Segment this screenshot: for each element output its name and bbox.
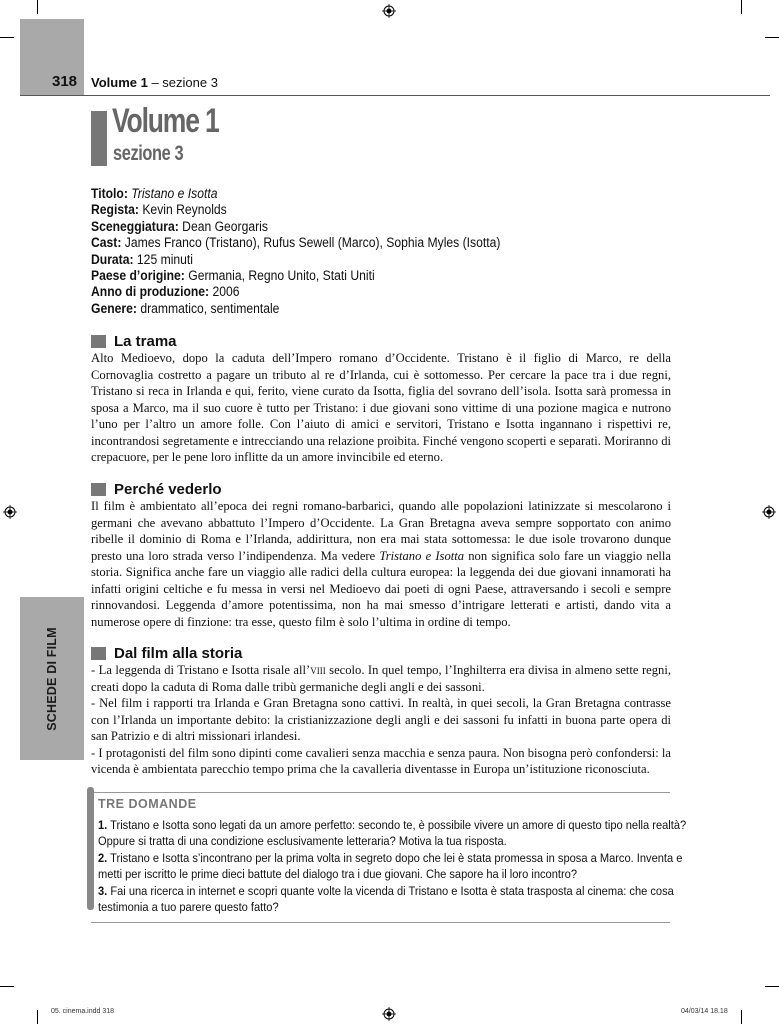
info-value: 125 minuti xyxy=(136,251,193,267)
crop-mark xyxy=(741,0,742,14)
list-item xyxy=(91,662,671,695)
square-bullet-icon xyxy=(91,483,106,496)
title-bar xyxy=(91,111,107,166)
text-span: non significa solo fare un viaggio nella storia. Significa anche fare un viaggio alle radici della cultura europea: la leggenda dei due giovani innamorati ha infatti origini celtiche e fu messa in versi nel Medioevo dai poeti di ogni Paese, attraversando i secoli e sempre rinnovandosi. Leggenda d’amore potentissima, non ha mai smesso d’intrigare letterati e artisti, dando vita a numerose opere di finzione: tra esse, questo film è solo l’ultima in ordine di tempo. xyxy=(91,548,672,629)
question-text: Oppure si tratta di una condizione esclusivamente letteraria? Motiva la tua risposta. xyxy=(98,834,507,849)
registration-mark-icon xyxy=(3,505,17,519)
film-info-row xyxy=(91,202,500,218)
question-text: Tristano e Isotta sono legati da un amore perfetto: secondo te, è possibile vivere un amore di questo tipo nella realtà? xyxy=(107,818,687,832)
info-value: James Franco (Tristano), Rufus Sewell (Marco), Sophia Myles (Isotta) xyxy=(124,235,501,251)
crop-mark xyxy=(765,986,779,987)
section-heading-text: Dal film alla storia xyxy=(114,645,243,662)
crop-mark xyxy=(37,0,38,14)
side-tab-label: SCHEDE DI FILM xyxy=(45,626,59,731)
question-line xyxy=(98,899,620,915)
info-value: Dean Georgaris xyxy=(182,218,268,234)
questions-bottom-rule xyxy=(91,922,670,923)
question-text: testimonia a tuo parere questo fatto? xyxy=(98,900,279,915)
film-info-row xyxy=(91,268,500,284)
info-key: Cast: xyxy=(91,235,122,251)
page-subtitle: sezione 3 xyxy=(113,142,184,165)
registration-mark-icon xyxy=(762,505,776,519)
footer-file-slug: 05. cinema.indd 318 xyxy=(51,1008,115,1015)
list-item: - Nel film i rapporti tra Irlanda e Gran Bretagna sono cattivi. In realtà, in quei secoli, la Gran Bretagna contrasse con l’Irlanda un importante debito: la cristianizzazione degli angli e dei sassoni fu infatti in buona parte opera di san Patrizio e di altri missionari irlandesi. xyxy=(91,696,671,743)
list-item: - I protagonisti del film sono dipinti come cavalieri senza macchia e senza paura. Non bisogna però confondersi: la vicenda è ambientata parecchio tempo prima che la cavalleria diventasse in Europa un’istituzione riconosciuta. xyxy=(91,745,671,776)
question-number: 2. xyxy=(98,850,108,865)
question-line xyxy=(98,817,687,833)
text-span: secolo. In quel tempo, l’Inghilterra era divisa in almeno sette regni, creati dopo la caduta di Roma dalle tribù germaniche degli angli e dei sassoni. xyxy=(91,663,671,694)
film-info-row xyxy=(91,252,500,268)
questions-side-bar xyxy=(87,787,94,910)
running-head-section: – sezione 3 xyxy=(147,75,218,90)
film-info-row xyxy=(91,219,500,235)
questions-body xyxy=(98,817,687,915)
page-title: Volume 1 xyxy=(112,102,219,140)
question-line xyxy=(98,883,674,899)
trama-text xyxy=(91,350,671,466)
registration-mark-icon xyxy=(382,1007,396,1021)
info-key: Genere: xyxy=(91,300,137,316)
info-value: Kevin Reynolds xyxy=(142,202,227,218)
film-info-row xyxy=(91,186,500,202)
perche-text xyxy=(91,498,671,630)
question-text: Tristano e Isotta s’incontrano per la prima volta in segreto dopo che lei è stata promessa in sposa a Marco. Inventa e xyxy=(107,850,683,865)
film-info-row xyxy=(91,301,500,317)
registration-mark-icon xyxy=(382,4,396,18)
info-key: Anno di produzione: xyxy=(91,284,210,300)
questions-top-rule xyxy=(91,792,670,793)
question-text: metti per iscritto le prime dieci battute del dialogo tra i due giovani. Che sapore ha il loro incontro? xyxy=(98,867,578,882)
film-info xyxy=(91,186,546,317)
film-info-row xyxy=(91,284,500,300)
section-heading-storia xyxy=(91,645,242,662)
question-line xyxy=(98,866,620,882)
header-rule xyxy=(20,95,770,96)
square-bullet-icon xyxy=(91,647,106,660)
question-text: Fai una ricerca in internet e scopri quante volte la vicenda di Tristano e Isotta è stata trasposta al cinema: che cosa xyxy=(107,883,674,898)
crop-mark xyxy=(741,1010,742,1024)
text-span: - La leggenda di Tristano e Isotta risale all’ xyxy=(91,663,311,677)
info-value: drammatico, sentimentale xyxy=(140,300,280,316)
section-heading-perche xyxy=(91,481,222,498)
crop-mark xyxy=(765,37,779,38)
running-head-volume: Volume 1 xyxy=(91,75,148,90)
section-heading-text: Perché vederlo xyxy=(114,481,222,498)
question-line xyxy=(98,850,683,866)
info-value: Tristano e Isotta xyxy=(131,186,218,201)
questions-heading: TRE DOMANDE xyxy=(98,797,197,811)
storia-text xyxy=(91,662,671,778)
paragraph xyxy=(91,498,671,630)
century-numeral: viii xyxy=(310,663,326,677)
crop-mark xyxy=(0,37,14,38)
section-heading-trama xyxy=(91,333,177,350)
footer-date-slug: 04/03/14 18.18 xyxy=(681,1008,728,1015)
info-value: Germania, Regno Unito, Stati Uniti xyxy=(188,268,375,284)
info-value: 2006 xyxy=(212,284,240,300)
info-key: Durata: xyxy=(91,251,134,267)
info-key: Regista: xyxy=(91,202,139,218)
section-heading-text: La trama xyxy=(114,333,177,350)
crop-mark xyxy=(0,986,14,987)
film-info-row xyxy=(91,235,500,251)
info-key: Paese d’origine: xyxy=(91,268,185,284)
page-number: 318 xyxy=(52,73,78,90)
square-bullet-icon xyxy=(91,335,106,348)
film-title-italic: Tristano e Isotta xyxy=(379,548,465,563)
paragraph: Alto Medioevo, dopo la caduta dell’Impero romano d’Occidente. Tristano è il figlio di Marco, re della Cornovaglia costretto a pagare un tributo al re d’Irlanda, cui è sottomesso. Per cercare la pace tra i due regni, Tristano si reca in Irlanda e qui, ferito, viene curato da Isotta, figlia del sovrano dell’isola. Isotta sarà promessa in sposa a Marco, ma il suo cuore è tutto per Tristano: i due giovani sono vittime di una pozione magica e nutrono l’uno per l’altro un amore folle. Con l’aiuto di amici e servitori, Tristano e Isotta ingannano i rispettivi re, incontrandosi segretamente e intrecciando una relazione proibita. Finché vengono scoperti e separati. Moriranno di crepacuore, per le pene loro inflitte da un amore invincibile ed eterno. xyxy=(91,351,671,464)
question-number: 1. xyxy=(98,818,108,832)
question-line xyxy=(98,833,620,849)
crop-mark xyxy=(37,1010,38,1024)
info-key: Sceneggiatura: xyxy=(91,218,179,234)
question-number: 3. xyxy=(98,883,108,898)
text-span: Il film è ambientato all’epoca dei regni romano-barbarici, quando alle popolazioni latinizzate si mescolarono i germani che avevano abbattuto l’Impero d’Occidente. La Gran Bretagna aveva sempre sopportato con animo ribelle il dominio di Roma e l’Irlanda, addirittura, non era mai stata sottomessa: le due isole trovarono dunque presto una loro strada verso l’indipendenza. Ma vedere xyxy=(91,499,671,563)
info-key: Titolo: xyxy=(91,186,128,201)
running-head xyxy=(91,75,218,90)
